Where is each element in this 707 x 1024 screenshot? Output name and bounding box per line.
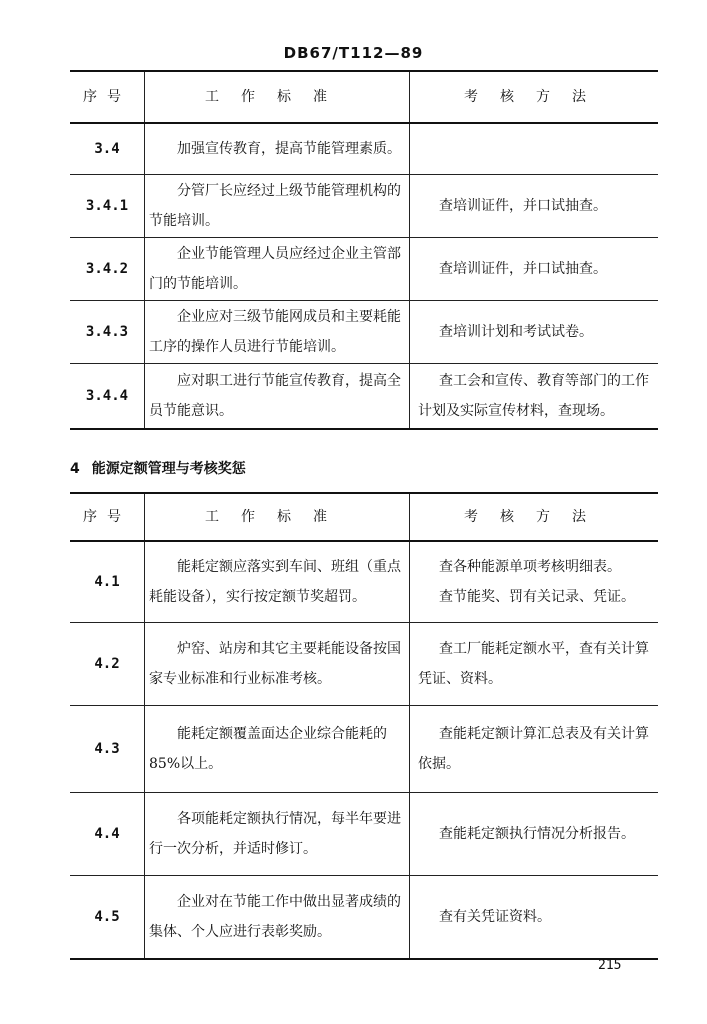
- row-no: 3.4.1: [70, 175, 145, 238]
- row-method: 查培训计划和考试试卷。: [410, 301, 659, 364]
- table-header-row: [70, 71, 658, 123]
- row-no: 4.2: [70, 623, 145, 706]
- section-title: 能源定额管理与考核奖惩: [91, 461, 246, 477]
- row-method: 查工会和宣传、教育等部门的工作计划及实际宣传材料，查现场。: [410, 364, 659, 430]
- row-method: [410, 123, 659, 175]
- table-row: [70, 364, 658, 430]
- table-row: [70, 123, 658, 175]
- table-row: [70, 301, 658, 364]
- row-standard: 企业对在节能工作中做出显著成绩的集体、个人应进行表彰奖励。: [145, 876, 410, 960]
- row-no: 3.4.3: [70, 301, 145, 364]
- row-method: [410, 541, 659, 623]
- table-row: [70, 541, 658, 623]
- row-method: 查培训证件，并口试抽查。: [410, 238, 659, 301]
- header-standard: 工作标准: [145, 71, 410, 123]
- row-method: 查培训证件，并口试抽查。: [410, 175, 659, 238]
- header-standard: 工作标准: [145, 493, 410, 541]
- row-standard: 各项能耗定额执行情况，每半年要进行一次分析，并适时修订。: [145, 793, 410, 876]
- row-no: 4.4: [70, 793, 145, 876]
- row-method-line: 查节能奖、罚有关记录、凭证。: [439, 589, 635, 605]
- row-standard: 加强宣传教育，提高节能管理素质。: [145, 123, 410, 175]
- section-heading: [70, 458, 246, 478]
- header-no: 序号: [70, 71, 145, 123]
- row-method: 查工厂能耗定额水平，查有关计算凭证、资料。: [410, 623, 659, 706]
- row-standard: 应对职工进行节能宣传教育，提高全员节能意识。: [145, 364, 410, 430]
- row-no: 4.3: [70, 706, 145, 793]
- table-header-row: [70, 493, 658, 541]
- row-no: 4.5: [70, 876, 145, 960]
- row-method: 查能耗定额计算汇总表及有关计算依据。: [410, 706, 659, 793]
- table-row: [70, 175, 658, 238]
- table-row: [70, 793, 658, 876]
- row-standard: 企业节能管理人员应经过企业主管部门的节能培训。: [145, 238, 410, 301]
- section-number: 4: [70, 461, 80, 477]
- page-number: 215: [598, 958, 622, 973]
- row-no: 3.4: [70, 123, 145, 175]
- row-standard: 企业应对三级节能网成员和主要耗能工序的操作人员进行节能培训。: [145, 301, 410, 364]
- row-standard: 炉窑、站房和其它主要耗能设备按国家专业标准和行业标准考核。: [145, 623, 410, 706]
- row-no: 3.4.2: [70, 238, 145, 301]
- header-method: 考核方法: [410, 71, 659, 123]
- row-standard: 分管厂长应经过上级节能管理机构的节能培训。: [145, 175, 410, 238]
- table-row: [70, 706, 658, 793]
- table-row: [70, 876, 658, 960]
- header-method: 考核方法: [410, 493, 659, 541]
- row-standard: 能耗定额应落实到车间、班组（重点耗能设备），实行按定额节奖超罚。: [145, 541, 410, 623]
- row-standard: 能耗定额覆盖面达企业综合能耗的85%以上。: [145, 706, 410, 793]
- table-row: [70, 238, 658, 301]
- row-method: 查有关凭证资料。: [410, 876, 659, 960]
- row-no: 3.4.4: [70, 364, 145, 430]
- standard-code-header: DB67/T112—89: [283, 44, 424, 62]
- header-no: 序号: [70, 493, 145, 541]
- table-row: [70, 623, 658, 706]
- row-method-line: 查各种能源单项考核明细表。: [439, 559, 621, 575]
- standards-table-section-3: [70, 70, 658, 430]
- standards-table-section-4: [70, 492, 658, 960]
- row-no: 4.1: [70, 541, 145, 623]
- row-method: 查能耗定额执行情况分析报告。: [410, 793, 659, 876]
